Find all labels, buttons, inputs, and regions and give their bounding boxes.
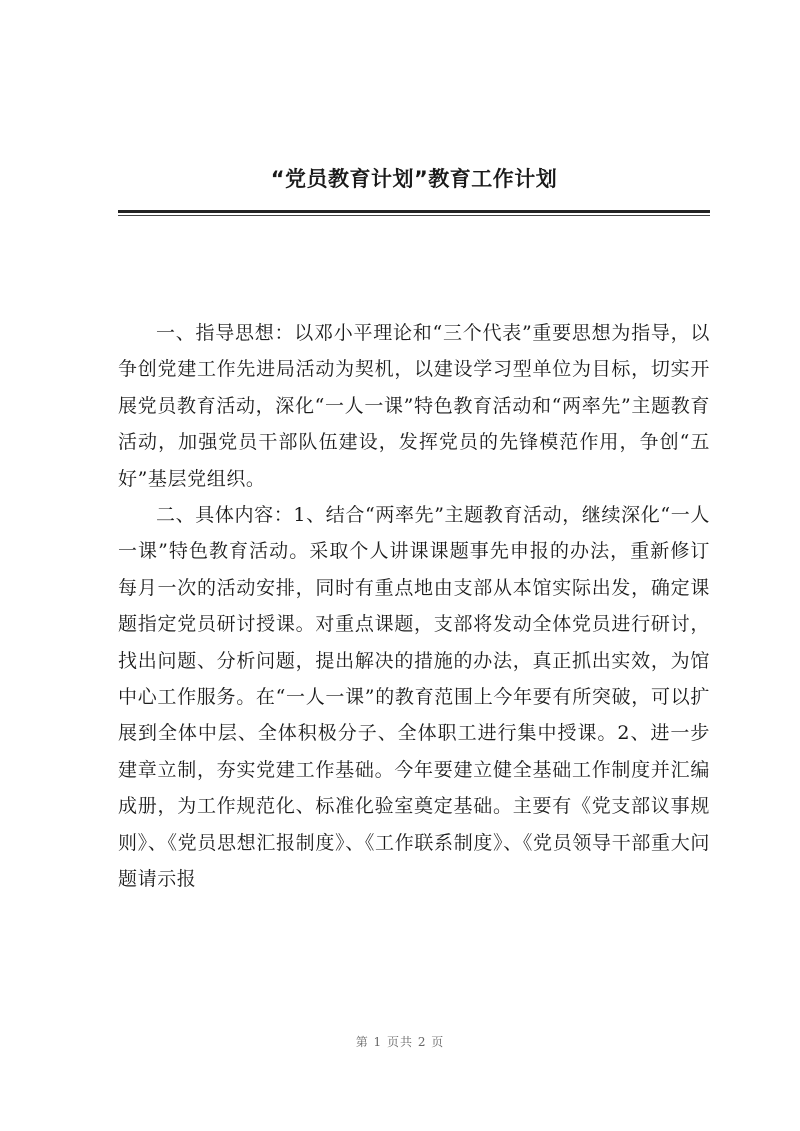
document-title: “党员教育计划”教育工作计划: [270, 167, 558, 191]
paragraph-guiding-ideology: 一、指导思想：以邓小平理论和“三个代表”重要思想为指导，以争创党建工作先进局活动为契机，以建设学习型单位为目标，切实开展党员教育活动，深化“一人一课”特色教育活动和“两率先”主题教育活动，加强党员干部队伍建设，发挥党员的先锋模范作用，争创“五好”基层党组织。: [118, 322, 710, 490]
paragraph-specific-content: 二、具体内容：1、结合“两率先”主题教育活动，继续深化“一人一课”特色教育活动。采取个人讲课课题事先申报的办法，重新修订每月一次的活动安排，同时有重点地由支部从本馆实际出发，确定课题指定党员研讨授课。对重点课题，支部将发动全体党员进行研讨，找出问题、分析问题，提出解决的措施的办法，真正抓出实效，为馆中心工作服务。在“一人一课”的教育范围上今年要有所突破，可以扩展到全体中层、全体积极分子、全体职工进行集中授课。2、进一步建章立制，夯实党建工作基础。今年要建立健全基础工作制度并汇编成册，为工作规范化、标准化验室奠定基础。主要有《党支部议事规则》、《党员思想汇报制度》、《工作联系制度》、《党员领导干部重大问题请示报: [118, 504, 710, 891]
title-divider: [118, 210, 710, 213]
page-footer: 第 1 页共 2 页: [355, 1035, 445, 1049]
document-body: [118, 315, 710, 898]
